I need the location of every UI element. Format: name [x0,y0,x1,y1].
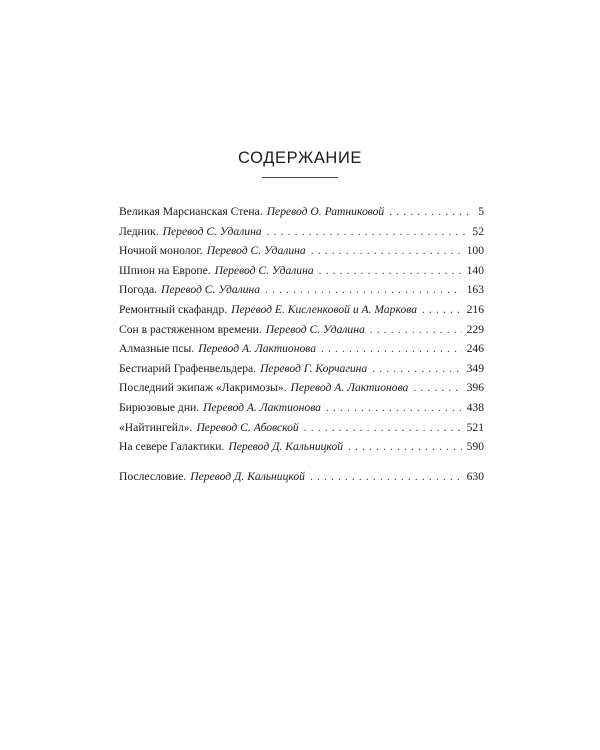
toc-entry-title: Погода. [119,283,158,297]
dot-leader [321,339,462,359]
toc-entry-translator: Перевод С. Абовской [196,420,299,434]
table-of-contents [119,202,484,486]
toc-entry[interactable] [119,437,484,457]
toc-entry-title: Сон в растяженном времени. [119,322,262,336]
toc-entry-page: 216 [466,302,484,316]
toc-entry-title: На севере Галактики. [119,440,225,454]
toc-entry-translator: Перевод С. Удалина [206,244,306,258]
toc-entry[interactable] [119,359,484,379]
toc-entry-title: Алмазные псы. [119,342,195,356]
toc-entry-translator: Перевод С. Удалина [265,322,365,336]
toc-entry-afterword[interactable] [119,467,484,487]
toc-entry[interactable] [119,241,484,261]
dot-leader [389,202,469,222]
toc-entry-translator: Перевод О. Ратниковой [266,205,385,218]
title-underline [262,177,338,178]
toc-entry[interactable] [119,418,484,438]
toc-entry-translator: Перевод С. Удалина [161,283,261,297]
dot-leader [348,437,462,457]
toc-entry-title: Ледник. [119,224,159,238]
dot-leader [326,398,462,418]
toc-entry-title: Ночной монолог. [119,244,203,258]
toc-entry-page: 438 [466,400,484,414]
page-title: СОДЕРЖАНИЕ [237,149,363,167]
toc-entry-title: «Найтингейл». [119,420,193,434]
toc-entry-page: 590 [466,440,484,454]
toc-entry-title: Шпион на Европе. [119,263,211,277]
toc-entry-title: Бирюзовые дни. [119,400,200,414]
toc-entry-page: 140 [466,263,484,277]
toc-entry[interactable] [119,339,484,359]
toc-entry-page: 246 [466,342,484,356]
toc-entry-translator: Перевод А. Лактионова [290,381,409,395]
toc-entry-title: Бестиарий Графенвельдера. [119,361,257,375]
toc-entry[interactable] [119,280,484,300]
toc-entry-page: 163 [466,283,484,297]
dot-leader [372,359,461,379]
toc-entry-translator: Перевод Д. Кальницкой [190,469,305,483]
toc-entry-title: Ремонтный скафандр. [119,302,228,316]
toc-entry[interactable] [119,202,484,222]
toc-entry-title: Послесловие. [119,469,187,483]
toc-entry-page: 5 [478,205,484,218]
dot-leader [265,280,462,300]
toc-entry-translator: Перевод А. Лактионова [198,342,317,356]
toc-entry[interactable] [119,378,484,398]
toc-entry-page: 52 [472,224,484,238]
toc-entry-translator: Перевод А. Лактионова [203,400,321,414]
dot-leader [319,261,462,281]
toc-entry-page: 630 [466,469,484,483]
toc-entry[interactable] [119,300,484,320]
toc-entry-page: 521 [466,420,484,434]
dot-leader [311,241,462,261]
toc-entry-page: 100 [466,244,484,258]
toc-entry[interactable] [119,398,484,418]
dot-leader [370,320,462,340]
toc-entry-title: Великая Марсианская Стена. [119,205,263,218]
toc-entry[interactable] [119,222,484,242]
toc-entry-translator: Перевод Д. Кальницкой [228,440,343,454]
toc-entry-page: 396 [466,381,484,395]
dot-leader [422,300,462,320]
toc-entry-translator: Перевод Г. Корчагина [260,361,368,375]
dot-leader [304,418,462,438]
dot-leader [267,222,468,242]
toc-entry-title: Последний экипаж «Лакримозы». [119,381,287,395]
toc-entry[interactable] [119,261,484,281]
toc-entry-translator: Перевод Е. Кисленковой и А. Маркова [231,302,418,316]
dot-leader [413,378,461,398]
toc-entry-page: 349 [466,361,484,375]
toc-entry[interactable] [119,320,484,340]
toc-entry-translator: Перевод С. Удалина [162,224,262,238]
toc-entry-translator: Перевод С. Удалина [214,263,314,277]
dot-leader [310,467,462,487]
toc-entry-page: 229 [466,322,484,336]
